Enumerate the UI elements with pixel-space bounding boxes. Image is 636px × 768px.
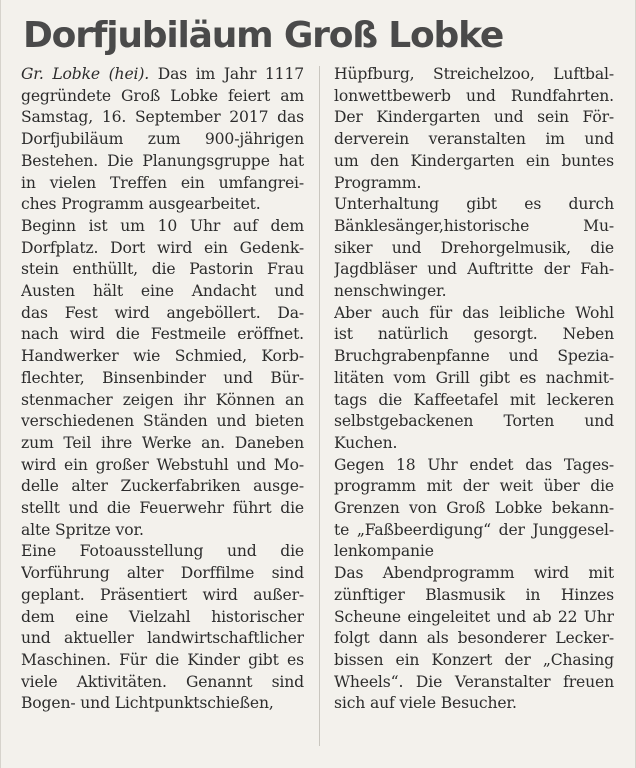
text-line: nach wird die Festmeile eröffnet. bbox=[21, 325, 304, 344]
article-paragraph bbox=[334, 455, 614, 564]
text-line: geplant. Präsentiert wird außer- bbox=[21, 585, 304, 604]
text-line: Wheels“. Die Veranstalter freuen bbox=[334, 672, 614, 691]
text-line: ist natürlich gesorgt. Neben bbox=[334, 325, 614, 344]
text-line: folgt dann als besonderer Lecker- bbox=[334, 629, 614, 648]
text-line: Unterhaltung gibt es durch bbox=[334, 195, 614, 214]
text-line: Gegen 18 Uhr endet das Tages- bbox=[334, 455, 614, 474]
text-line-content: Das im Jahr 1117 bbox=[149, 65, 304, 83]
text-line: derverein veranstalten im und bbox=[334, 130, 614, 149]
text-line: wird ein großer Webstuhl und Mo- bbox=[21, 455, 304, 474]
text-line: Dorfplatz. Dort wird ein Gedenk- bbox=[21, 238, 304, 257]
article-column-left bbox=[21, 64, 304, 715]
byline: Gr. Lobke (hei). bbox=[21, 65, 150, 83]
text-line: Aber auch für das leibliche Wohl bbox=[334, 303, 614, 322]
text-line: siker und Drehorgelmusik, die bbox=[334, 238, 614, 257]
text-line: Vorführung alter Dorffilme sind bbox=[21, 564, 304, 583]
text-line: Grenzen von Groß Lobke bekann- bbox=[334, 499, 614, 518]
text-line: bissen ein Konzert der „Chasing bbox=[334, 650, 614, 669]
text-line: das Fest wird angeböllert. Da- bbox=[21, 303, 304, 322]
text-line: zünftiger Blasmusik in Hinzes bbox=[334, 585, 614, 604]
article-paragraph bbox=[334, 563, 614, 715]
text-line: gegründete Groß Lobke feiert am bbox=[21, 86, 304, 105]
text-line: zum Teil ihre Werke an. Daneben bbox=[21, 433, 304, 452]
article-paragraph bbox=[21, 541, 304, 715]
text-line: stenmacher zeigen ihr Können an bbox=[21, 390, 304, 409]
text-line bbox=[21, 64, 304, 86]
column-divider bbox=[319, 66, 320, 746]
text-line: Beginn ist um 10 Uhr auf dem bbox=[21, 216, 304, 235]
text-line: Kuchen. bbox=[334, 433, 398, 452]
text-line: Bruchgrabenpfanne und Spezia- bbox=[334, 347, 614, 366]
text-line: nenschwinger. bbox=[334, 282, 447, 301]
text-line: Bogen- und Lichtpunktschießen, bbox=[21, 694, 274, 713]
text-line: sich auf viele Besucher. bbox=[334, 694, 517, 713]
text-line: lenkompanie bbox=[334, 542, 434, 561]
text-line: Bestehen. Die Planungsgruppe hat bbox=[21, 151, 304, 170]
text-line: Hüpfburg, Streichelzoo, Luftbal- bbox=[334, 65, 614, 83]
text-line: tags die Kaffeetafel mit leckeren bbox=[334, 390, 614, 409]
text-line: selbstgebackenen Torten und bbox=[334, 412, 614, 431]
text-line: Samstag, 16. September 2017 das bbox=[21, 108, 304, 127]
article-paragraph bbox=[21, 216, 304, 542]
text-line: stein enthüllt, die Pastorin Frau bbox=[21, 260, 304, 279]
text-line: verschiedenen Ständen und bieten bbox=[21, 412, 304, 431]
text-line: Der Kindergarten und sein För- bbox=[334, 108, 614, 127]
article-paragraph bbox=[334, 303, 614, 455]
text-line: und aktueller landwirtschaftlicher bbox=[21, 629, 304, 648]
text-line: Handwerker wie Schmied, Korb- bbox=[21, 347, 304, 366]
article-paragraph bbox=[21, 64, 304, 216]
article-headline: Dorfjubiläum Groß Lobke bbox=[23, 15, 504, 56]
text-line: Programm. bbox=[334, 173, 422, 192]
text-line: um den Kindergarten ein buntes bbox=[334, 151, 614, 170]
text-line: Maschinen. Für die Kinder gibt es bbox=[21, 650, 304, 669]
text-line: in vielen Treffen ein umfangrei- bbox=[21, 173, 304, 192]
text-line: flechter, Binsenbinder und Bür- bbox=[21, 368, 304, 387]
text-line: programm mit der weit über die bbox=[334, 477, 614, 496]
text-line: Dorfjubiläum zum 900-jährigen bbox=[21, 130, 304, 149]
text-line: ches Programm ausgearbeitet. bbox=[21, 195, 261, 214]
article-column-right bbox=[334, 64, 614, 715]
text-line: Austen hält eine Andacht und bbox=[21, 282, 304, 301]
text-line: delle alter Zuckerfabriken ausge- bbox=[21, 477, 304, 496]
text-line: Bänklesänger,historische Mu- bbox=[334, 216, 614, 235]
article-paragraph bbox=[334, 194, 614, 303]
article-paragraph bbox=[334, 64, 614, 194]
text-line: litäten vom Grill gibt es nachmit- bbox=[334, 368, 614, 387]
text-line: alte Spritze vor. bbox=[21, 520, 144, 539]
text-line: viele Aktivitäten. Genannt sind bbox=[21, 672, 304, 691]
text-line: dem eine Vielzahl historischer bbox=[21, 607, 304, 626]
text-line: stellt und die Feuerwehr führt die bbox=[21, 499, 304, 518]
text-line: Jagdbläser und Auftritte der Fah- bbox=[334, 260, 614, 279]
text-line: Eine Fotoausstellung und die bbox=[21, 542, 304, 561]
text-line: lonwettbewerb und Rundfahrten. bbox=[334, 86, 614, 105]
text-line: te „Faßbeerdigung“ der Junggesel- bbox=[334, 520, 614, 539]
text-line: Scheune eingeleitet und ab 22 Uhr bbox=[334, 607, 614, 626]
text-line: Das Abendprogramm wird mit bbox=[334, 564, 614, 583]
